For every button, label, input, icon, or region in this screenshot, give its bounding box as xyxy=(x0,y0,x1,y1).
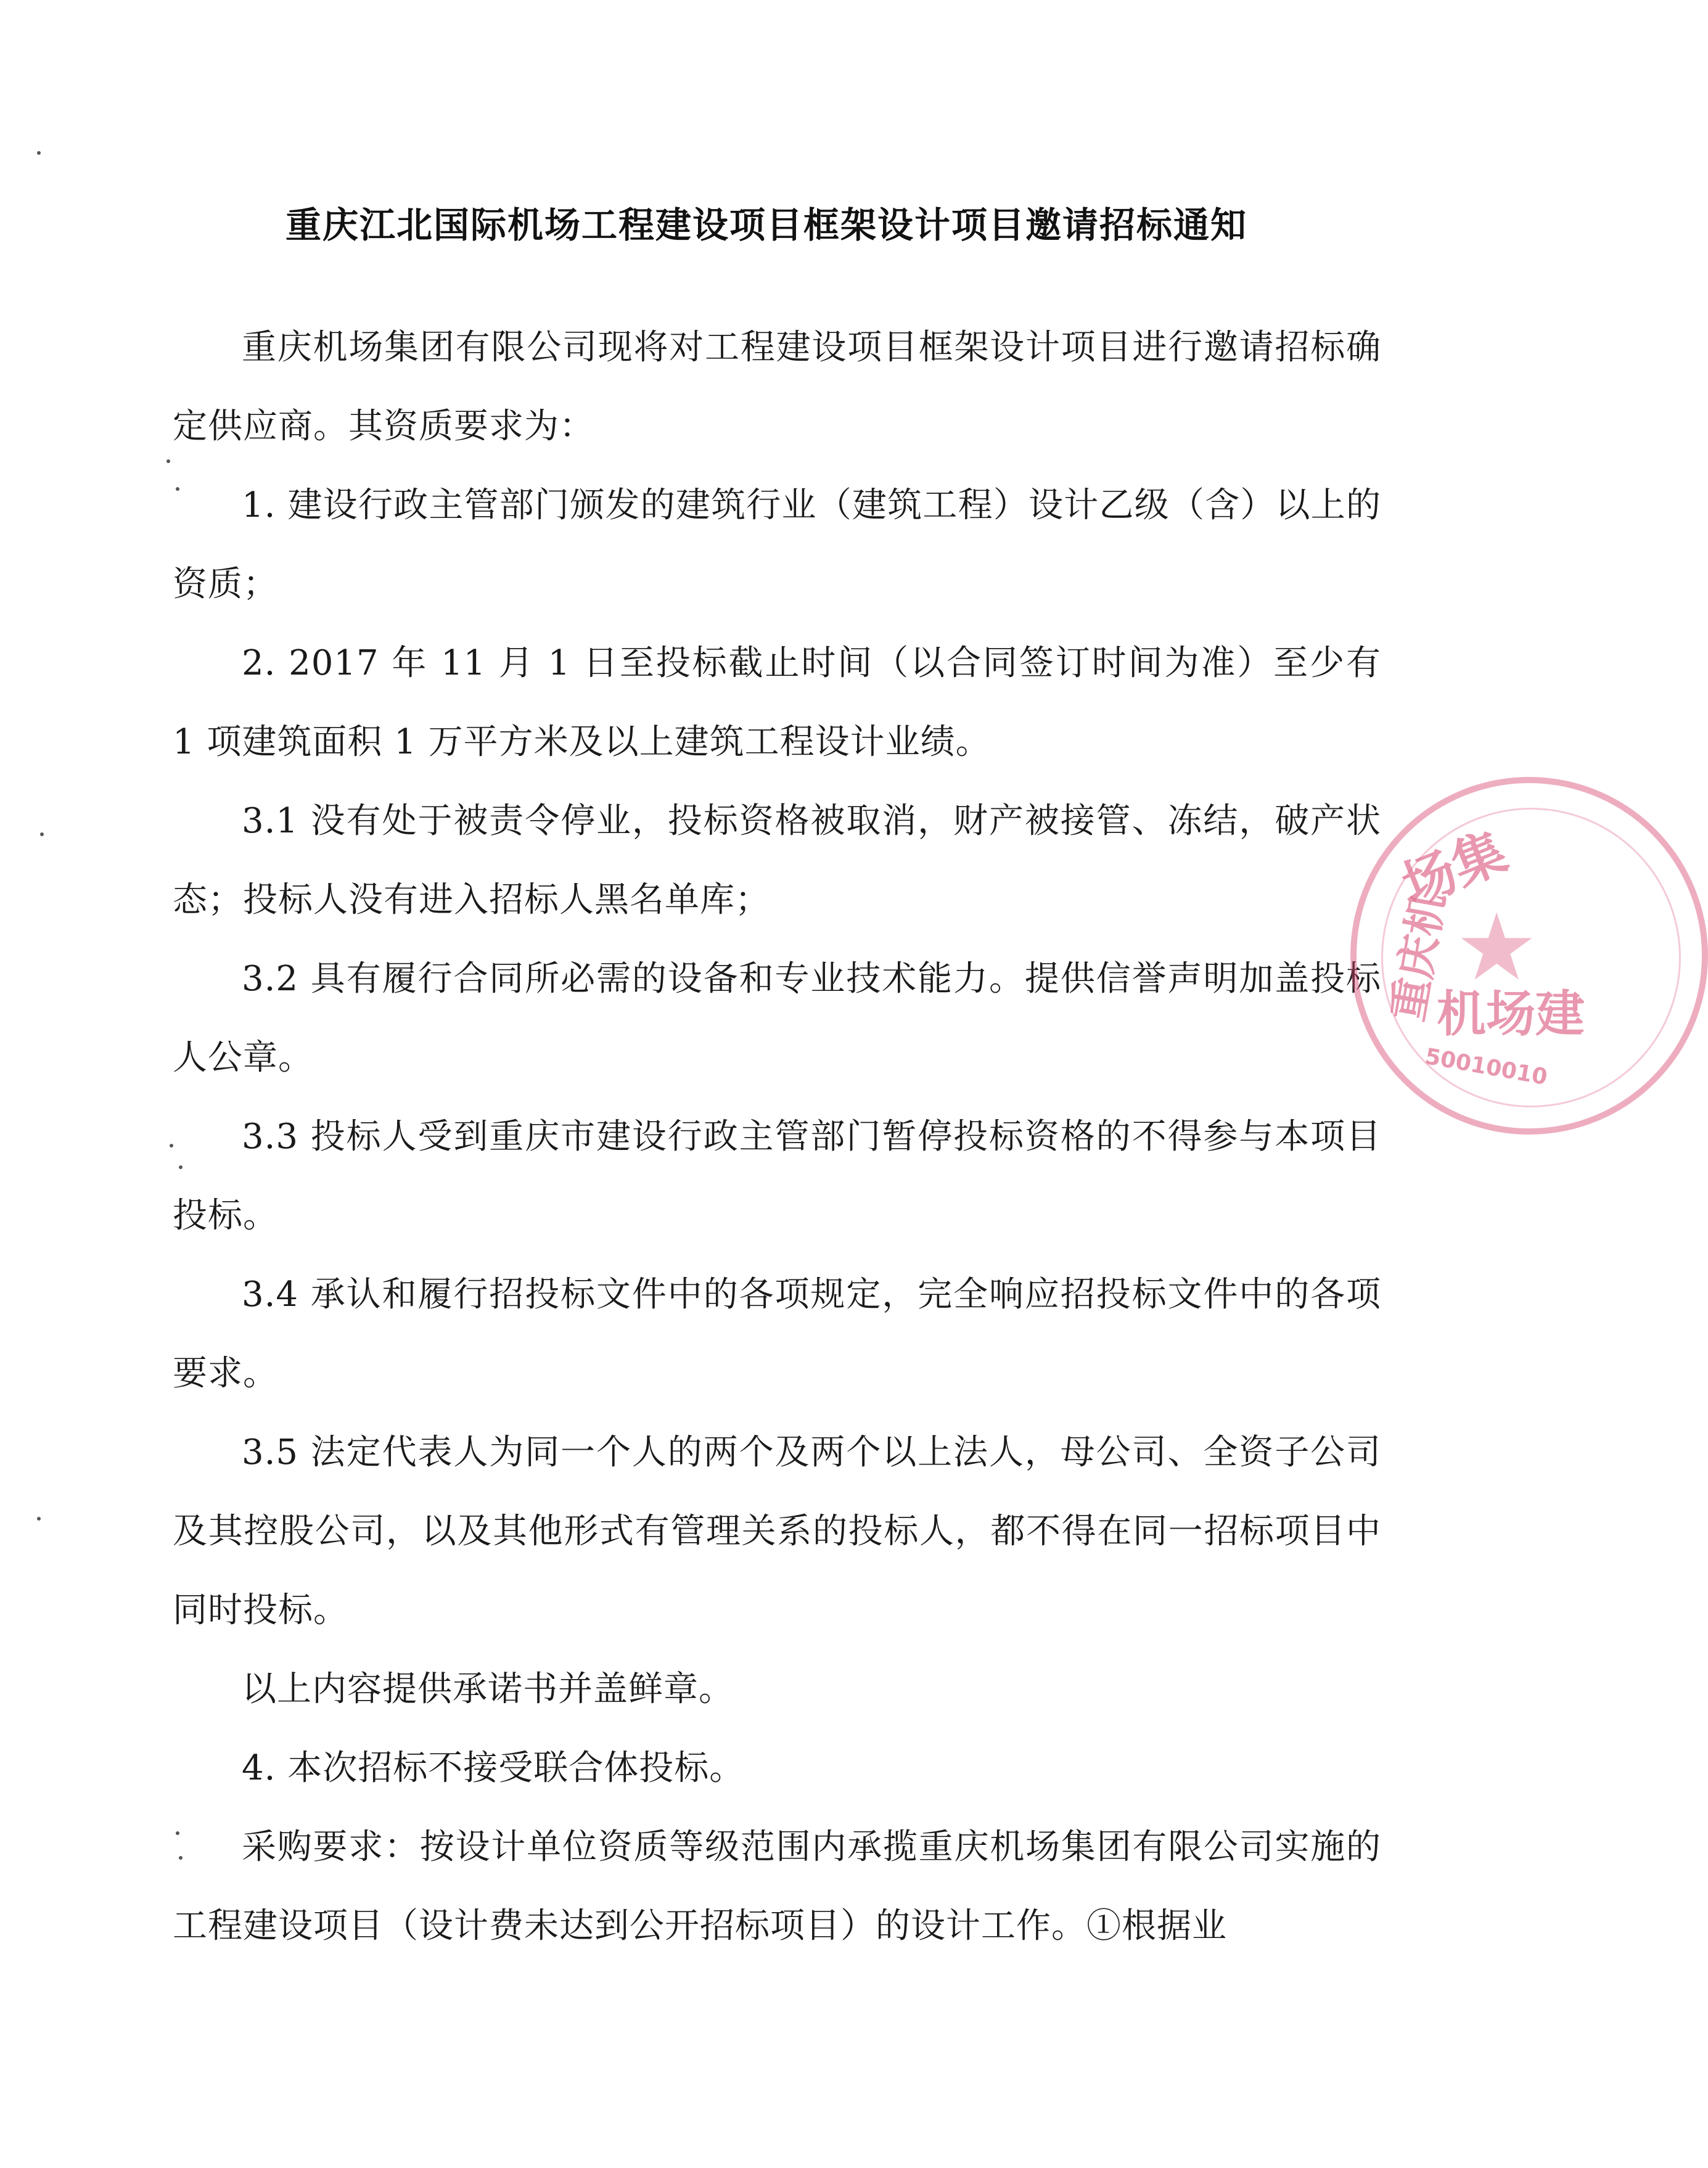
scan-speck xyxy=(40,832,44,836)
paragraph-item-3-2: 3.2 具有履行合同所必需的设备和专业技术能力。提供信誉声明加盖投标人公章。 xyxy=(173,959,1381,1078)
seal-text-middle: 机场建 xyxy=(1437,985,1585,1043)
company-seal-stamp xyxy=(1350,777,1708,1135)
paragraph-item-3-4: 3.4 承认和履行招投标文件中的各项规定，完全响应招投标文件中的各项要求。 xyxy=(173,1275,1381,1394)
paragraph-item-3-1: 3.1 没有处于被责令停业，投标资格被取消，财产被接管、冻结，破产状态；投标人没有进入招标人黑名单库； xyxy=(173,801,1381,920)
scan-speck xyxy=(170,1144,173,1148)
seal-star-icon: ★ xyxy=(1455,894,1538,1001)
document-title: 重庆江北国际机场工程建设项目框架设计项目邀请招标通知 xyxy=(285,204,1247,246)
paragraph-item-3-3: 3.3 投标人受到重庆市建设行政主管部门暂停投标资格的不得参与本项目投标。 xyxy=(173,1117,1381,1236)
paragraph-item-4: 4. 本次招标不接受联合体投标。 xyxy=(242,1748,745,1788)
paragraph-item-2: 2. 2017 年 11 月 1 日至投标截止时间（以合同签订时间为准）至少有 1 项建筑面积 1 万平方米及以上建筑工程设计业绩。 xyxy=(173,643,1381,762)
paragraph-intro: 重庆机场集团有限公司现将对工程建设项目框架设计项目进行邀请招标确定供应商。其资质要求为： xyxy=(173,327,1381,446)
paragraph-item-1: 1. 建设行政主管部门颁发的建筑行业（建筑工程）设计乙级（含）以上的资质； xyxy=(173,485,1381,604)
scan-speck xyxy=(179,1165,183,1169)
scan-speck xyxy=(37,151,41,155)
scan-speck xyxy=(37,1517,41,1521)
scan-speck xyxy=(166,459,170,463)
seal-text-left: 重庆机 xyxy=(1382,888,1455,1025)
seal-text-top: 场集 xyxy=(1394,820,1516,918)
scan-speck xyxy=(176,487,179,491)
document-body xyxy=(173,308,1381,1966)
scan-speck xyxy=(179,1856,183,1860)
paragraph-procurement: 采购要求：按设计单位资质等级范围内承揽重庆机场集团有限公司实施的工程建设项目（设计费未达到公开招标项目）的设计工作。①根据业 xyxy=(173,1827,1381,1946)
seal-number: 50010010 xyxy=(1423,1043,1550,1091)
paragraph-item-3-5: 3.5 法定代表人为同一个人的两个及两个以上法人，母公司、全资子公司及其控股公司，以及其他形式有管理关系的投标人，都不得在同一招标项目中同时投标。 xyxy=(173,1432,1381,1630)
scan-speck xyxy=(176,1831,179,1835)
paragraph-commitment: 以上内容提供承诺书并盖鲜章。 xyxy=(242,1669,734,1709)
